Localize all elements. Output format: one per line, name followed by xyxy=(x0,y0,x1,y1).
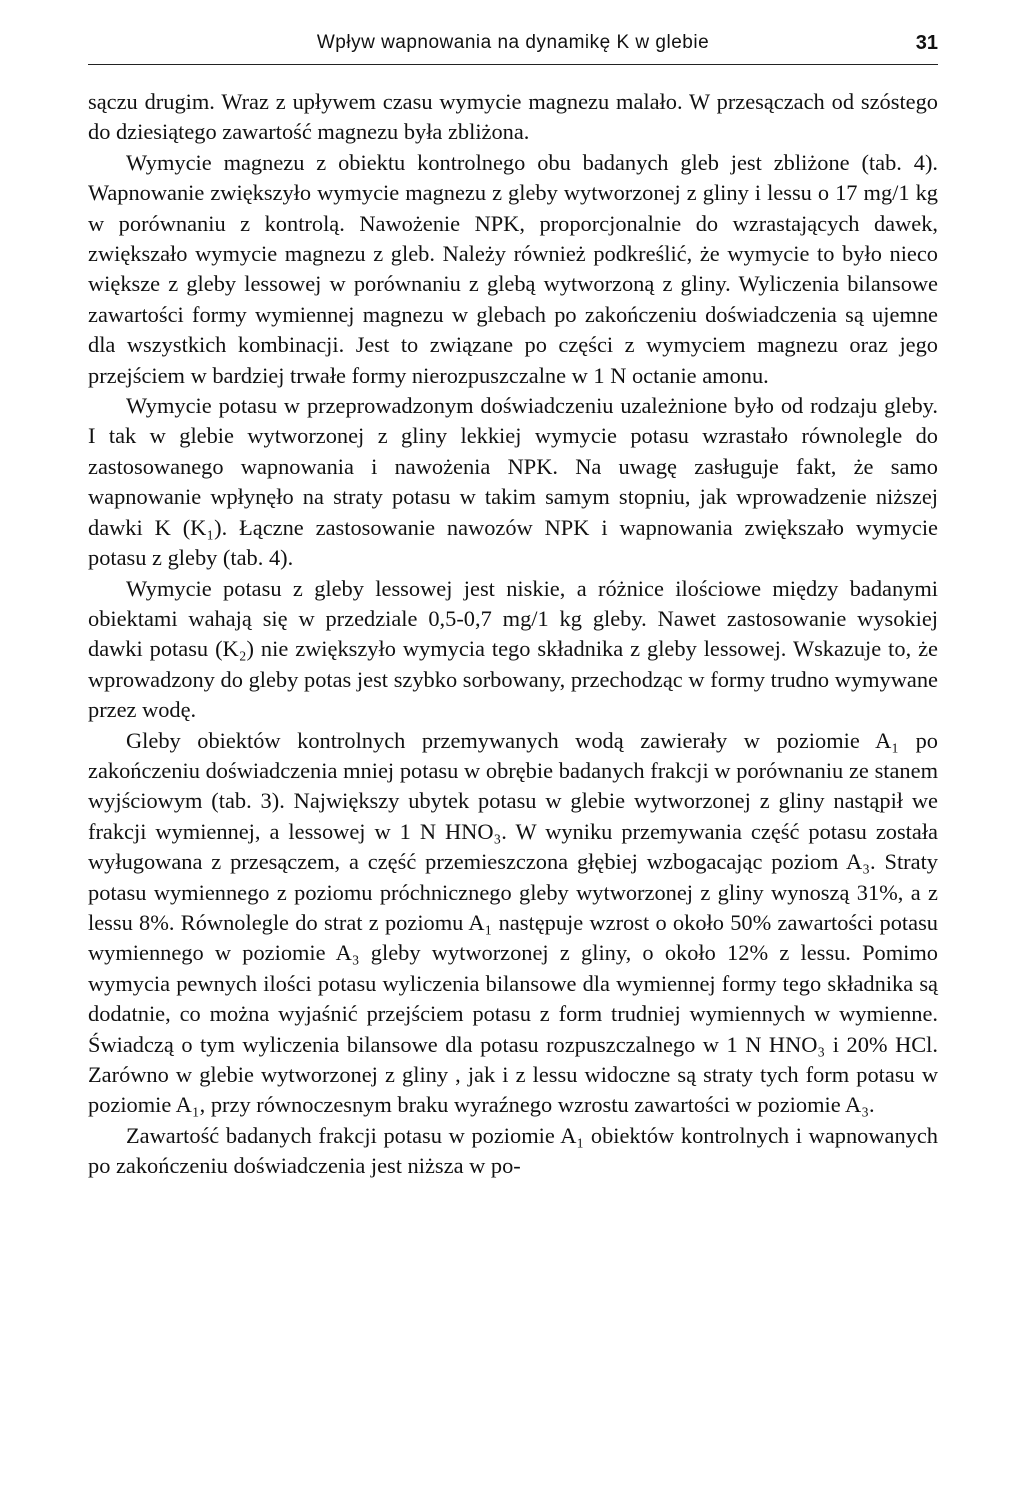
paragraph-loess-soil: Wymycie potasu z gleby lessowej jest niskie, a różnice ilościowe między badanymi obiektami wahają się w przedziale 0,5-0,7 mg/1 kg gleby. Nawet zastosowanie wysokiej dawki potasu (K₂) nie zwiększyło wymycia tego składnika z gleby lessowej. Wskazuje to, że wprowadzony do gleby potas jest szybko sorbowany, przechodząc w formy trudno wymywane przez wodę. xyxy=(88,575,938,723)
paragraph-continued: sączu drugim. Wraz z upływem czasu wymycie magnezu malało. W przesączach od szóstego do dziesiątego zawartość magnezu była zbliżona. xyxy=(88,89,938,145)
paragraph-potassium-fractions: Zawartość badanych frakcji potasu w poziomie A₁ obiektów kontrolnych i wapnowanych po zakończeniu doświadczenia jest niższa w po- xyxy=(88,1122,938,1179)
paragraph-magnesium-leaching: Wymycie magnezu z obiektu kontrolnego obu badanych gleb jest zbliżone (tab. 4). Wapnowanie zwiększyło wymycie magnezu z gleby wytworzonej z gliny i lessu o 17 mg/1 kg w porównaniu z kontrolą. Nawożenie NPK, proporcjonalnie do wzrastających dawek, zwiększało wymycie magnezu z gleb. Należy również podkreślić, że wymycie to było nieco większe z gleby lessowej w porównaniu z glebą wytworzoną z gliny. Wyliczenia bilansowe zawartości formy wymiennej magnezu w glebach po zakończeniu doświadczenia są ujemne dla wszystkich kombinacji. Jest to związane po części z wymyciem magnezu oraz jego przejściem w bardziej trwałe formy nierozpuszczalne w 1 N octanie amonu. xyxy=(88,149,938,388)
body-text xyxy=(88,87,938,1182)
document-page xyxy=(88,24,938,1464)
paragraph-potassium-leaching: Wymycie potasu w przeprowadzonym doświadczeniu uzależnione było od rodzaju gleby. I tak w glebie wytworzonej z gliny lekkiej wymycie potasu wzrastało równolegle do zastosowanego wapnowania i nawożenia NPK. Na uwagę zasługuje fakt, że samo wapnowanie wpłynęło na straty potasu w takim samym stopniu, jak wprowadzenie niższej dawki K (K₁). Łączne zastosowanie nawozów NPK i wapnowania zwiększało wymycie potasu z gleby (tab. 4). xyxy=(88,393,938,571)
running-title: Wpływ wapnowania na dynamikę K w glebie xyxy=(316,32,710,53)
running-header xyxy=(88,24,938,65)
paragraph-control-objects: Gleby obiektów kontrolnych przemywanych wodą zawierały w poziomie A₁ po zakończeniu doświadczenia mniej potasu w obrębie badanych frakcji w porównaniu ze stanem wyjściowym (tab. 3). Największy ubytek potasu w glebie wytworzonej z gliny nastąpił we frakcji wymiennej, a lessowej w 1 N HNO₃. W wyniku przemywania część potasu została wyługowana z przesączem, a część przemieszczona głębiej wzbogacając poziom A₃. Straty potasu wymiennego z poziomu próchnicznego gleby wytworzonej z gliny wynoszą 31%, a z lessu 8%. Równolegle do strat z poziomu A₁ następuje wzrost o około 50% zawartości potasu wymiennego w poziomie A₃ gleby wytworzonej z gliny, o około 12% z lessu. Pomimo wymycia pewnych ilości potasu wyliczenia bilansowe dla wymiennej formy tego składnika są dodatnie, co można wyjaśnić przejściem potasu z form trudniej wymiennych w wymienne. Świadczą o tym wyliczenia bilansowe dla potasu rozpuszczalnego w 1 N HNO₃ i 20% HCl. Zarówno w glebie wytworzonej z gliny , jak i z lessu widoczne są straty tych form potasu w poziomie A₁, przy równoczesnym braku wyraźnego wzrostu zawartości w poziomie A₃. xyxy=(88,727,938,1118)
page-number: 31 xyxy=(915,32,938,54)
